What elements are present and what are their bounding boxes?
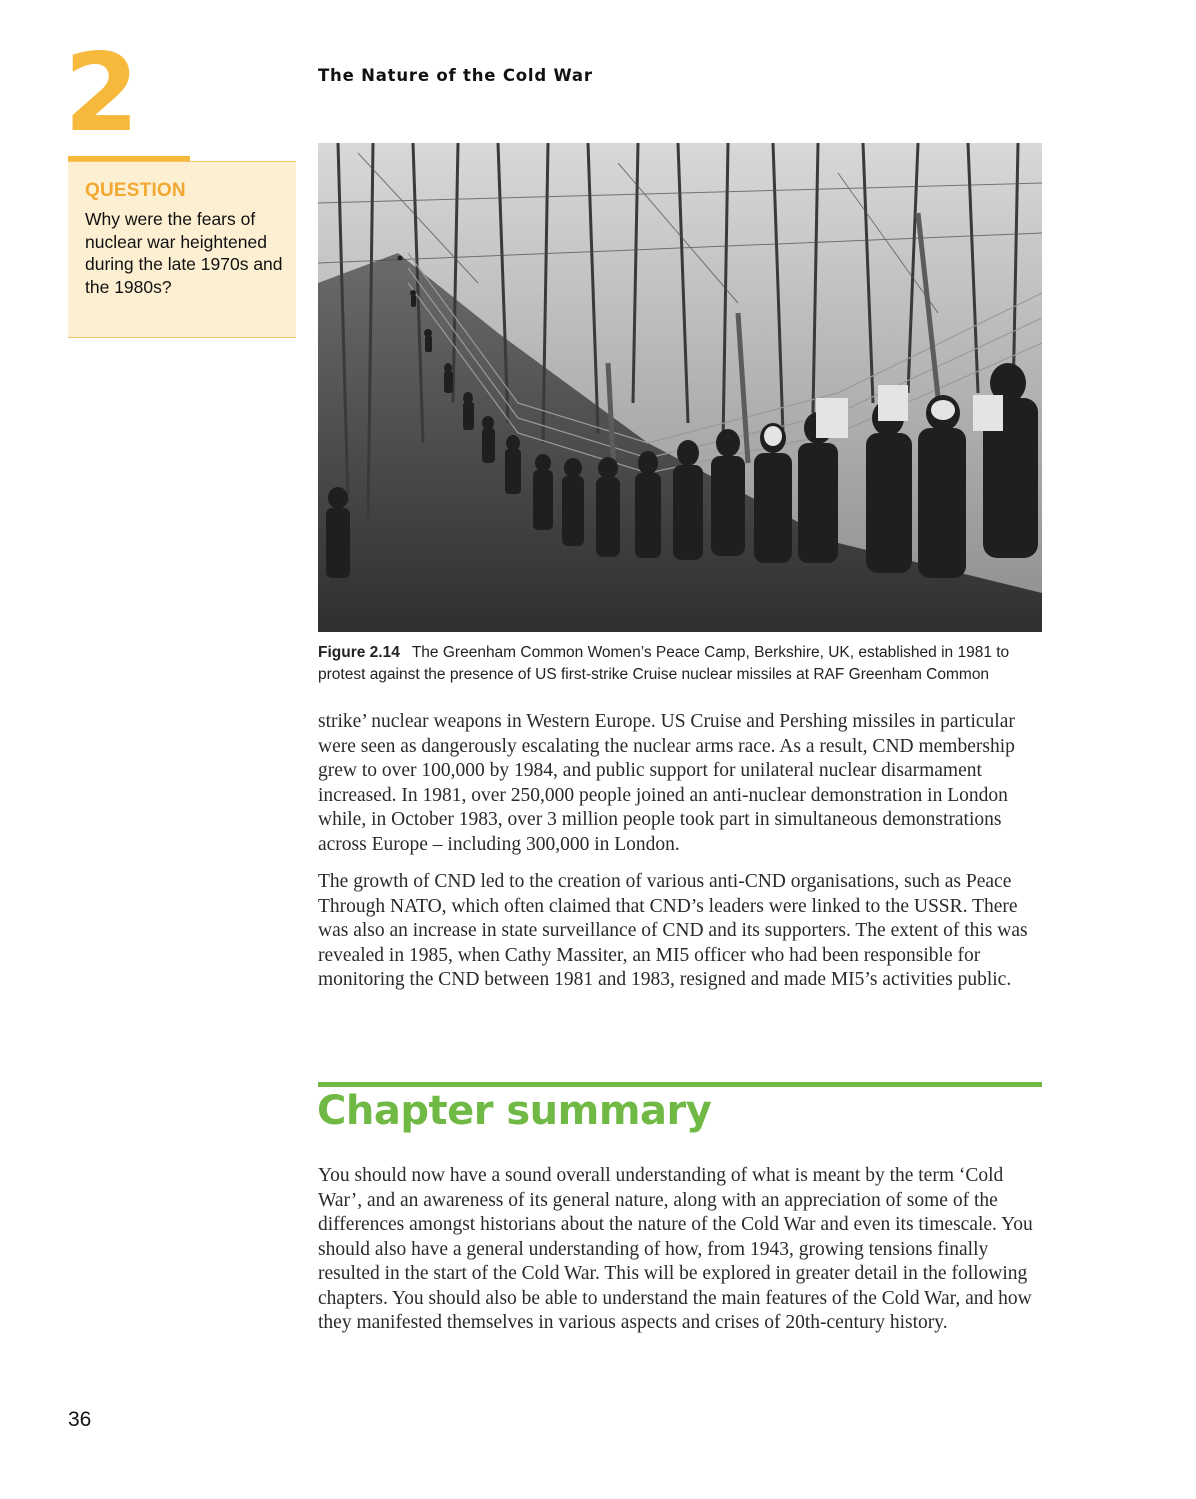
question-text: Why were the fears of nuclear war heightened during the late 1970s and the 1980s? (85, 209, 283, 297)
figure-label: Figure 2.14 (318, 644, 400, 661)
figure-caption (318, 642, 1048, 686)
figure-photo (318, 143, 1042, 632)
running-head: The Nature of the Cold War (318, 66, 593, 85)
page-number: 36 (68, 1408, 92, 1431)
chapter-number: 2 (64, 31, 140, 156)
question-box (68, 161, 296, 338)
figure-caption-text: The Greenham Common Women’s Peace Camp, Berkshire, UK, established in 1981 to protest against the presence of US first-strike Cruise nuclear missiles at RAF Greenham Common (318, 644, 1010, 683)
question-label: QUESTION (85, 180, 186, 201)
chapter-summary-heading: Chapter summary (317, 1088, 712, 1134)
body-paragraph-1: strike’ nuclear weapons in Western Europe. US Cruise and Pershing missiles in particular were seen as dangerously escalating the nuclear arms race. As a result, CND membership grew to over 100,000 by 1984, and public support for unilateral nuclear disarmament increased. In 1981, over 250,000 people joined an anti-nuclear demonstration in London while, in October 1983, over 3 million people took part in simultaneous demonstrations across Europe – including 300,000 in London. (318, 711, 1015, 855)
photo-illustration (318, 143, 1042, 632)
body-paragraph-2: The growth of CND led to the creation of various anti-CND organisations, such as Peace Through NATO, which often claimed that CND’s leaders were linked to the USSR. There was also an increase in state surveillance of CND and its supporters. The extent of this was revealed in 1985, when Cathy Massiter, an MI5 officer who had been responsible for monitoring the CND between 1981 and 1983, resigned and made MI5’s activities public. (318, 871, 1028, 990)
summary-paragraph: You should now have a sound overall understanding of what is meant by the term ‘Cold War’, and an awareness of its general nature, along with an appreciation of some of the differences amongst historians about the nature of the Cold War and even its timescale. You should also have a general understanding of how, from 1943, growing tensions finally resulted in the start of the Cold War. This will be explored in greater detail in the following chapters. You should also be able to understand the main features of the Cold War, and how they manifested themselves in various aspects and crises of 20th-century history. (318, 1165, 1033, 1333)
summary-rule (318, 1082, 1042, 1087)
